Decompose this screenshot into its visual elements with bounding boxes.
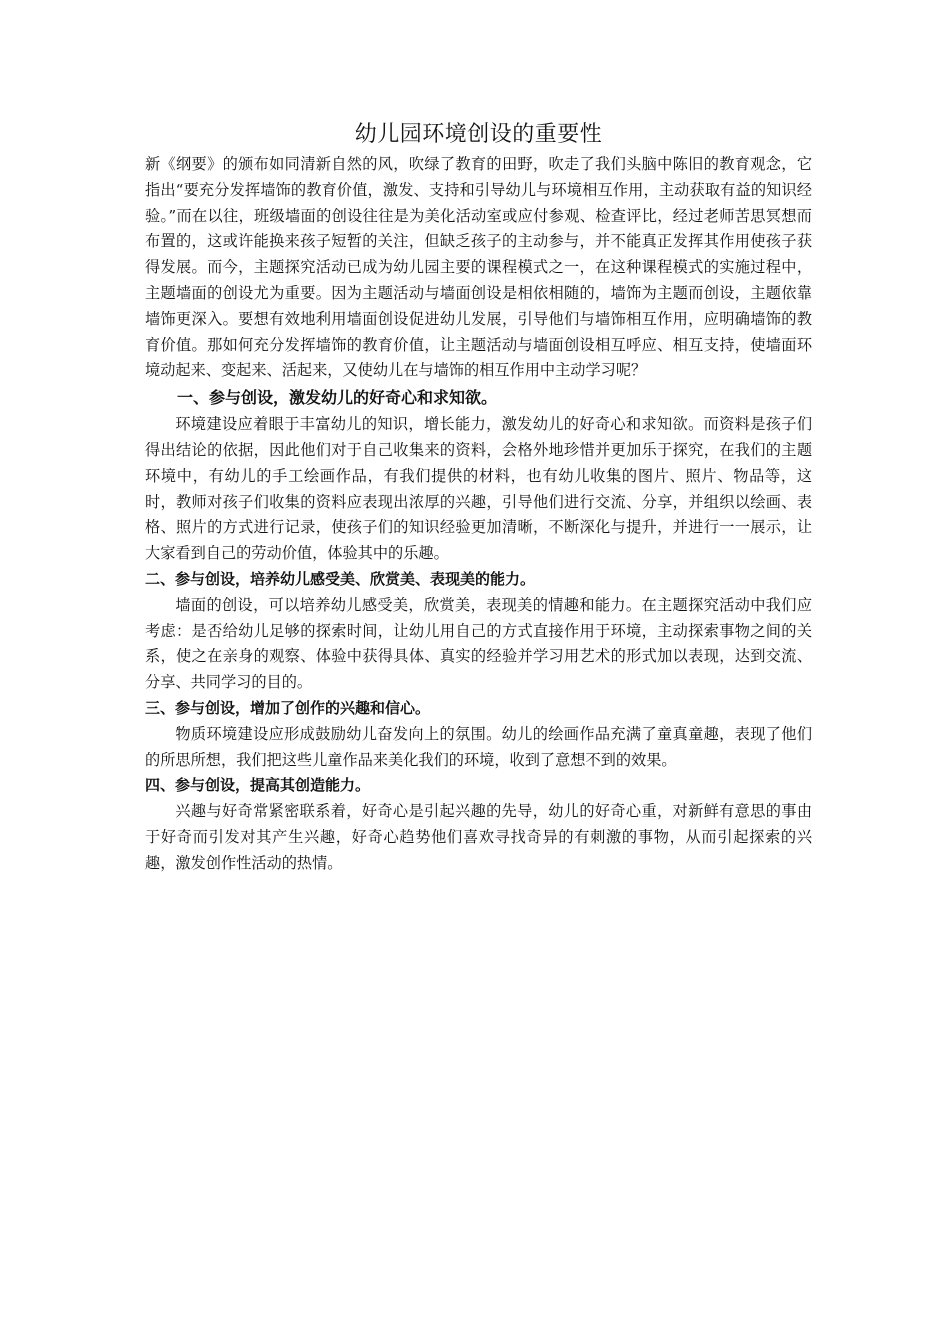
section-heading-4: 四、参与创设，提高其创造能力。 [145, 776, 371, 795]
intro-paragraph: 新《纲要》的颁布如同清新自然的风，吹绿了教育的田野，吹走了我们头脑中陈旧的教育观念，它指出“要充分发挥墙饰的教育价值，激发、支持和引导幼儿与环境相互作用，主动获取有益的知识经验。”而在以往，班级墙面的创设往往是为美化活动室或应付参观、检查评比，经过老师苦思冥想而布置的，这或许能换来孩子短暂的关注，但缺乏孩子的主动参与，并不能真正发挥其作用使孩子获得发展。而今，主题探究活动已成为幼儿园主要的课程模式之一，在这种课程模式的实施过程中，主题墙面的创设尤为重要。因为主题活动与墙面创设是相依相随的，墙饰为主题而创设，主题依靠墙饰更深入。要想有效地利用墙面创设促进幼儿发展，引导他们与墙饰相互作用，应明确墙饰的教育价值。那如何充分发挥墙饰的教育价值，让主题活动与墙面创设相互呼应、相互支持，使墙面环境动起来、变起来、活起来，又使幼儿在与墙饰的相互作用中主动学习呢？ [145, 155, 812, 380]
section-body-1: 环境建设应着眼于丰富幼儿的知识，增长能力，激发幼儿的好奇心和求知欲。而资料是孩子们得出结论的依据，因此他们对于自己收集来的资料，会格外地珍惜并更加乐于探究，在我们的主题环境中，有幼儿的手工绘画作品，有我们提供的材料，也有幼儿收集的图片、照片、物品等，这时，教师对孩子们收集的资料应表现出浓厚的兴趣，引导他们进行交流、分享，并组织以绘画、表格、照片的方式进行记录，使孩子们的知识经验更加清晰，不断深化与提升，并进行一一展示，让大家看到自己的劳动价值，体验其中的乐趣。 [145, 415, 812, 563]
section-heading-3: 三、参与创设，增加了创作的兴趣和信心。 [145, 698, 431, 717]
section-body-4: 兴趣与好奇常紧密联系着，好奇心是引起兴趣的先导，幼儿的好奇心重，对新鲜有意思的事由于好奇而引发对其产生兴趣，好奇心趋势他们喜欢寻找奇异的有刺激的事物，从而引起探索的兴趣，激发创作性活动的热情。 [145, 802, 812, 872]
section-body-2: 墙面的创设，可以培养幼儿感受美，欣赏美，表现美的情趣和能力。在主题探究活动中我们应考虑：是否给幼儿足够的探索时间，让幼儿用自己的方式直接作用于环境，主动探索事物之间的关系，使之在亲身的观察、体验中获得具体、真实的经验并学习用艺术的形式加以表现，达到交流、分享、共同学习的目的。 [145, 595, 812, 692]
section-heading-1: 一、参与创设，激发幼儿的好奇心和求知欲。 [177, 388, 498, 408]
section-heading-2: 二、参与创设，培养幼儿感受美、欣赏美、表现美的能力。 [145, 569, 536, 588]
section-body-3: 物质环境建设应形成鼓励幼儿奋发向上的氛围。幼儿的绘画作品充满了童真童趣，表现了他们的所思所想，我们把这些儿童作品来美化我们的环境，收到了意想不到的效果。 [145, 724, 812, 769]
document-page [145, 118, 812, 877]
document-title: 幼儿园环境创设的重要性 [354, 122, 603, 147]
